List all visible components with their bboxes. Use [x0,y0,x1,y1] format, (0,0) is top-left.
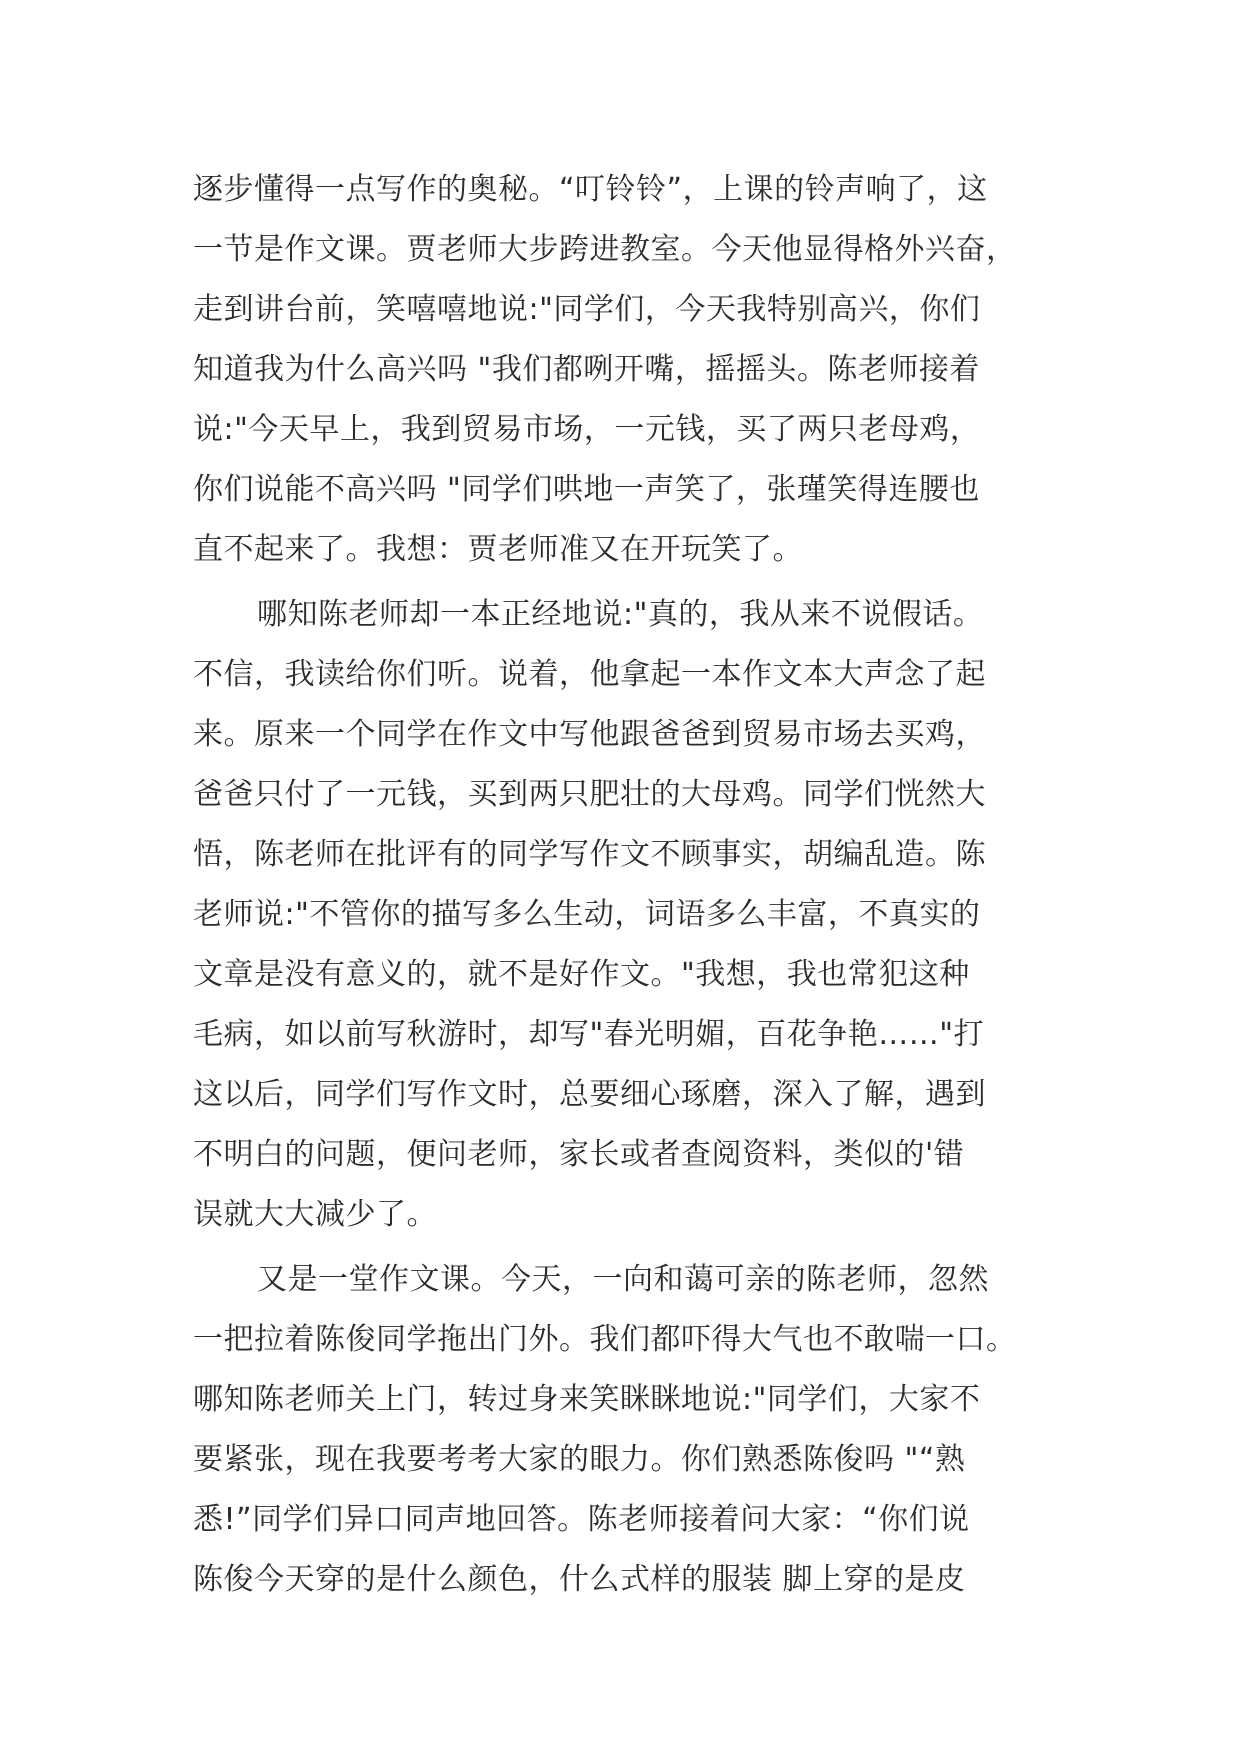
text-line: 走到讲台前，笑嘻嘻地说:"同学们，今天我特别高兴，你们 [193,292,981,327]
text-line: 悉!”同学们异口同声地回答。陈老师接着问大家：“你们说 [193,1502,970,1537]
text-line: 你们说能不高兴吗 "同学们哄地一声笑了，张瑾笑得连腰也 [193,472,980,507]
text-line: 不信，我读给你们听。说着，他拿起一本作文本大声念了起 [193,657,986,692]
text-line: 毛病，如以前写秋游时，却写"春光明媚，百花争艳……"打 [193,1017,985,1052]
text-line: 误就大大减少了。 [193,1197,437,1232]
text-line: 陈俊今天穿的是什么颜色，什么式样的服装 脚上穿的是皮 [193,1562,966,1597]
text-line: 要紧张，现在我要考考大家的眼力。你们熟悉陈俊吗 "“熟 [193,1442,966,1477]
essay-body [193,160,1073,1610]
text-line: 来。原来一个同学在作文中写他跟爸爸到贸易市场去买鸡， [193,717,986,752]
text-line: 说:"今天早上，我到贸易市场，一元钱，买了两只老母鸡， [193,412,981,447]
text-line: 爸爸只付了一元钱，买到两只肥壮的大母鸡。同学们恍然大 [193,777,986,812]
paragraph-first-line: 又是一堂作文课。今天，一向和蔼可亲的陈老师，忽然 [257,1262,989,1297]
text-line: 知道我为什么高兴吗 "我们都咧开嘴，摇摇头。陈老师接着 [193,352,980,387]
text-line: 逐步懂得一点写作的奥秘。“叮铃铃”，上课的铃声响了，这 [193,172,988,207]
text-line: 一节是作文课。贾老师大步跨进教室。今天他显得格外兴奋， [193,232,1017,267]
paragraph-first-line: 哪知陈老师却一本正经地说:"真的，我从来不说假话。 [257,597,984,632]
text-line: 老师说:"不管你的描写多么生动，词语多么丰富，不真实的 [193,897,981,932]
text-line: 文章是没有意义的，就不是好作文。"我想，我也常犯这种 [193,957,970,992]
text-line: 一把拉着陈俊同学拖出门外。我们都吓得大气也不敢喘一口。 [193,1322,1017,1357]
text-line: 哪知陈老师关上门，转过身来笑眯眯地说:"同学们，大家不 [193,1382,981,1417]
text-line: 直不起来了。我想：贾老师准又在开玩笑了。 [193,532,803,567]
text-line: 这以后，同学们写作文时，总要细心琢磨，深入了解，遇到 [193,1077,986,1112]
text-line: 悟，陈老师在批评有的同学写作文不顾事实，胡编乱造。陈 [193,837,986,872]
text-line: 不明白的问题，便问老师，家长或者查阅资料，类似的'错 [193,1137,965,1172]
